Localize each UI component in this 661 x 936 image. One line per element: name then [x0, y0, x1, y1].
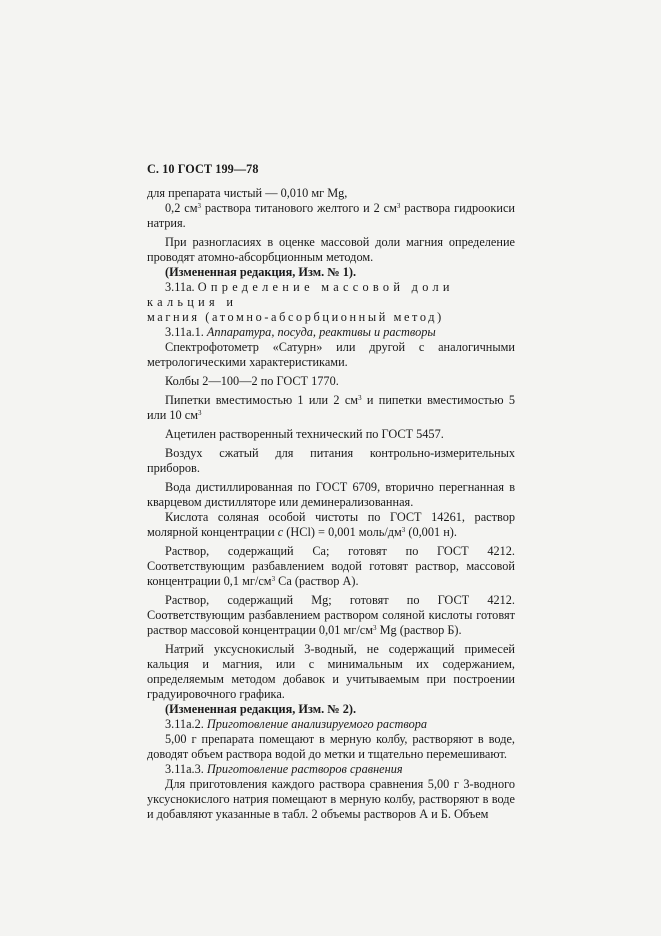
paragraph: Спектрофотометр «Сатурн» или другой с аналогичными метрологическими характеристиками.	[147, 340, 515, 369]
subsection-heading: 3.11а.3. Приготовление растворов сравнения	[165, 762, 403, 776]
subsection-heading: 3.11а.2. Приготовление анализируемого раствора	[165, 717, 428, 731]
paragraph: Натрий уксуснокислый 3-водный, не содержащий примесей кальция и магния, или с минимальным их содержанием, определяемым методом добавок и учитываемым при построении градуировочного графика.	[147, 642, 515, 701]
paragraph: Колбы 2—100—2 по ГОСТ 1770.	[165, 374, 339, 388]
section-heading: 3.11а. Определение массовой доли кальция и	[147, 280, 454, 309]
amendment-note: (Измененная редакция, Изм. № 1).	[165, 265, 357, 279]
paragraph: 0,2 $см^3$ раствора титанового желтого и 2 $см^3$ раствора гидроокиси натрия.	[147, 201, 516, 230]
amendment-note: (Измененная редакция, Изм. № 2).	[165, 702, 357, 716]
paragraph: Кислота соляная особой чистоты по ГОСТ 14261, раствор молярной концентрации c (HCl) = 0,001 моль/$дм^3$ (0,001 н).	[147, 510, 515, 539]
paragraph: Вода дистиллированная по ГОСТ 6709, вторично перегнанная в кварцевом дистилляторе или деминерализованная.	[147, 480, 515, 509]
paragraph: 5,00 г препарата помещают в мерную колбу, растворяют в воде, доводят объем раствора водой до метки и тщательно перемешивают.	[147, 732, 515, 761]
subsection-heading: 3.11а.1. Аппаратура, посуда, реактивы и растворы	[165, 325, 436, 339]
page-header: С. 10 ГОСТ 199—78	[147, 162, 259, 176]
body-text	[147, 186, 515, 822]
paragraph: При разногласиях в оценке массовой доли магния определение проводят атомно-абсорбционным методом.	[147, 235, 515, 264]
paragraph: для препарата чистый — 0,010 мг Mg,	[147, 186, 348, 200]
paragraph: Ацетилен растворенный технический по ГОСТ 5457.	[165, 427, 444, 441]
paragraph: Раствор, содержащий Са; готовят по ГОСТ 4212. Соответствующим разбавлением водой готовят раствор, массовой концентрации 0,1 $мг/см^3$ Са (раствор А).	[147, 544, 515, 588]
paragraph: Для приготовления каждого раствора сравнения 5,00 г 3-водного уксуснокислого натрия помещают в мерную колбу, растворяют в воде и добавляют указанные в табл. 2 объемы растворов А и Б. Объем	[147, 777, 515, 821]
section-heading-cont: магния (атомно-абсорбционный метод)	[147, 310, 444, 324]
paragraph: Пипетки вместимостью 1 или 2 $см^3$ и пипетки вместимостью 5 или 10 $см^3$	[147, 393, 515, 422]
paragraph: Воздух сжатый для питания контрольно-измерительных приборов.	[147, 446, 515, 475]
paragraph: Раствор, содержащий Mg; готовят по ГОСТ 4212. Соответствующим разбавлением раствором соляной кислоты готовят раствор массовой концентрации 0,01 $мг/см^3$ Mg (раствор Б).	[147, 593, 515, 637]
